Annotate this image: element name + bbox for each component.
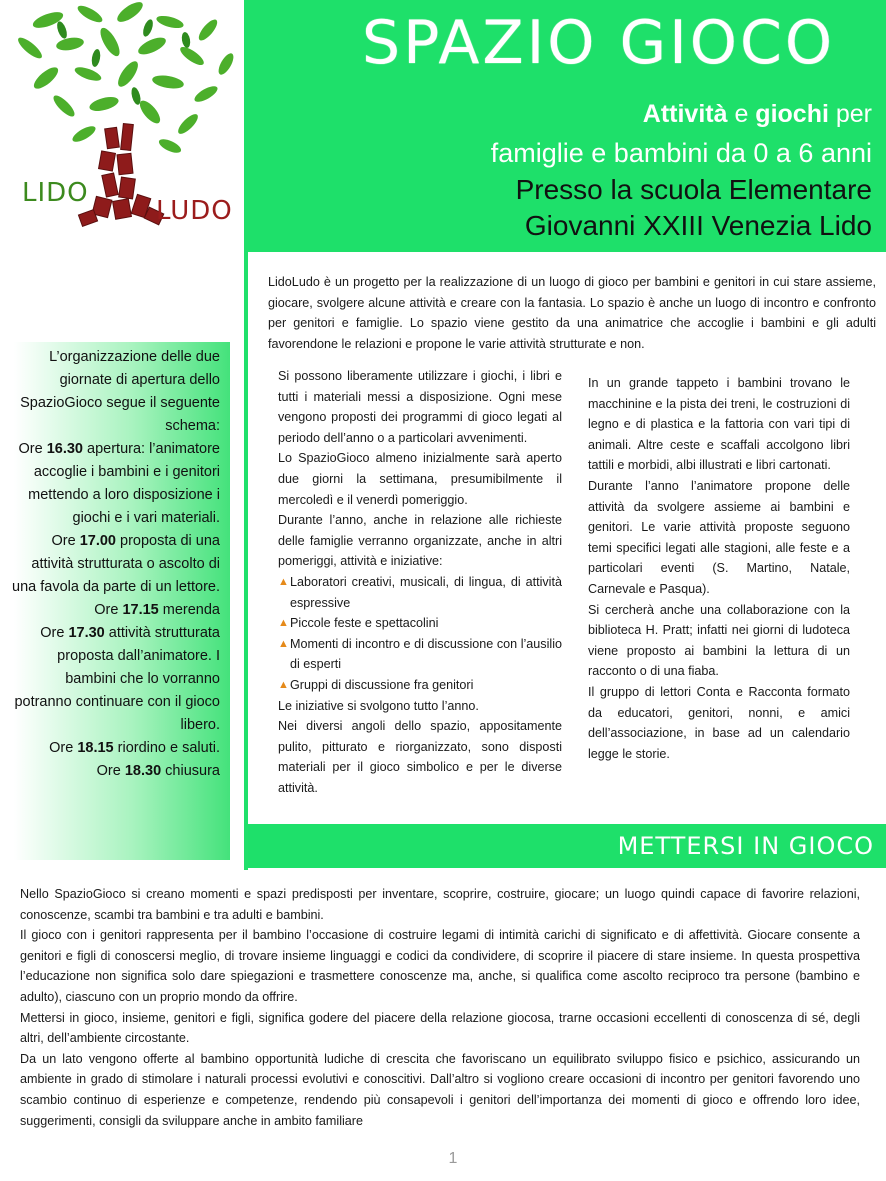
bullet-item: ▲ Laboratori creativi, musicali, di lingua, di attività espressive [278,572,562,613]
page-title: SPAZIO GIOCO [362,8,836,78]
schedule-sidebar [14,342,230,860]
bullet-icon: ▲ [278,637,289,650]
schedule-item: Ore 17.15 merenda [94,602,220,618]
paragraph: Il gioco con i genitori rappresenta per il bambino l’occasione di costruire legami di intimità carichi di significato e di affettività. Giocare consente a genitori e figli di conoscersi meglio, di trovare insieme linguaggi e codici da condividere, di scoprire il piacere di stare insieme. In questa prospettiva l’educazione non significa solo dare spiegazioni e trasmettere conoscenze ma, anche, si qualifica come ascolto reciproco tra persone (bambino e adulto), ciascuno con un proprio mondo da offrire. [20,928,860,1004]
schedule-intro: L’organizzazione delle due giornate di apertura dello SpazioGioco segue il seguente schema: [20,349,220,434]
bullet-item: ▲ Piccole feste e spettacolini [278,613,562,634]
intro-text: LidoLudo è un progetto per la realizzazione di un luogo di gioco per bambini e genitori in cui stare assieme, giocare, svolgere alcune attività e creare con la fantasia. Lo spazio è anche un luogo di incontro e confronto per genitori e famiglie. Lo spazio viene gestito da una animatrice che accoglie i bambini e gli adulti favorendone le relazioni e propone le varie attività strutturate e non. [268,275,876,351]
intro-paragraph [268,272,876,354]
subtitle-bold-activities: Attività [642,100,728,128]
bullet-item: ▲ Gruppi di discussione fra genitori [278,675,562,696]
bottom-section [20,884,860,1131]
paragraph: In un grande tappeto i bambini trovano le macchinine e la pista dei treni, le costruzioni di legno e di plastica e la fattoria con vari tipi di animali. Altre ceste e scaffali accolgono libri tattili e morbidi, albi illustrati e libri cartonati. [588,376,850,473]
bullet-icon: ▲ [278,575,289,588]
header-subtitle-activities [643,100,872,129]
right-column [588,373,850,764]
subtitle-bold-games: giochi [755,100,829,128]
header-location-school: Presso la scuola Elementare [515,174,872,205]
schedule-text [10,346,220,783]
lidoludo-logo [0,0,244,240]
section-band [248,824,886,868]
paragraph: Lo SpazioGioco almeno inizialmente sarà aperto due giorni la settimana, presumibilmente il mercoledì e il venerdì pomeriggio. [278,451,562,507]
header-subtitle-audience: famiglie e bambini da 0 a 6 anni [490,138,872,168]
page-number: 1 [448,1150,458,1167]
logo-word-ludo: LUDO [156,196,233,226]
schedule-item: Ore 17.00 proposta di una attività strutturata o ascolto di una favola da parte di un lettore. [12,533,220,595]
paragraph: Mettersi in gioco, insieme, genitori e figli, significa godere del piacere della relazione giocosa, trarne occasioni eccellenti di conoscenza di sé, degli altri, dell’ambiente circostante. [20,1010,860,1046]
schedule-item: Ore 18.15 riordino e saluti. [49,740,220,756]
schedule-item: Ore 16.30 apertura: l’animatore accoglie i bambini e i genitori mettendo a loro disposizione i giochi e i vari materiali. [18,441,220,526]
schedule-item: Ore 18.30 chiusura [96,763,220,779]
logo-word-lido: LIDO [22,178,89,208]
paragraph: Nei diversi angoli dello spazio, appositamente pulito, pitturato e riorganizzato, sono disposti materiali per il gioco simbolico e per le diverse attività. [278,719,562,795]
header-location-name: Giovanni XXIII Venezia Lido [524,210,872,241]
paragraph: Durante l’anno l’animatore propone delle attività da svolgere assieme ai bambini e genitori. Le varie attività proposte seguono temi specifici legati alle stagioni, alle feste e a particolari eventi (S. Martino, Natale, Carnevale e Pasqua). [588,478,850,596]
bullet-icon: ▲ [278,678,289,691]
paragraph: Si possono liberamente utilizzare i giochi, i libri e tutti i materiali messi a disposizione. Ogni mese vengono proposti dei programmi di gioco legati al periodo dell’anno o a particolari avvenimenti. [278,369,562,445]
left-column [278,366,562,798]
header-banner [244,0,886,252]
bullet-icon: ▲ [278,617,289,630]
paragraph: Da un lato vengono offerte al bambino opportunità ludiche di crescita che favoriscano un equilibrato sviluppo fisico e psichico, assicurando un ambiente in grado di stimolare i naturali processi evolutivi e conoscitivi. Dall’altro si vogliono creare occasioni di incontro per genitori favorendo uno scambio continuo di esperienze e competenze, rendendo più consapevoli i genitori dell’importanza dei momenti di gioco e offrendo loro idee, suggerimenti, consigli da sviluppare anche in ambito familiare [20,1051,860,1128]
subtitle-conjunction: e [727,100,756,128]
schedule-item: Ore 17.30 attività strutturata proposta dall’animatore. I bambini che lo vorranno potranno continuare con il gioco libero. [14,625,220,733]
paragraph: Il gruppo di lettori Conta e Racconta formato da educatori, genitori, nonni, e amici dell’associazione, in base ad un calendario legge le storie. [588,684,850,761]
paragraph: Nello SpazioGioco si creano momenti e spazi predisposti per inventare, scoprire, costruire, giocare; un luogo quindi capace di favorire relazioni, conoscenze, scambi tra bambini e tra adulti e bambini. [20,887,860,922]
section-heading: METTERSI IN GIOCO [617,832,874,860]
paragraph: Durante l’anno, anche in relazione alle richieste delle famiglie verranno organizzate, anche in altri pomeriggi, attività e iniziative: [278,513,562,569]
paragraph: Le iniziative si svolgono tutto l’anno. [278,698,479,713]
subtitle-end: per [828,100,872,128]
bullet-item: ▲ Momenti di incontro e di discussione con l’ausilio di esperti [278,634,562,675]
paragraph: Si cercherà anche una collaborazione con la biblioteca H. Pratt; infatti nei giorni di ludoteca viene proposto ai bambini la lettura di un racconto o di una fiaba. [588,602,850,679]
